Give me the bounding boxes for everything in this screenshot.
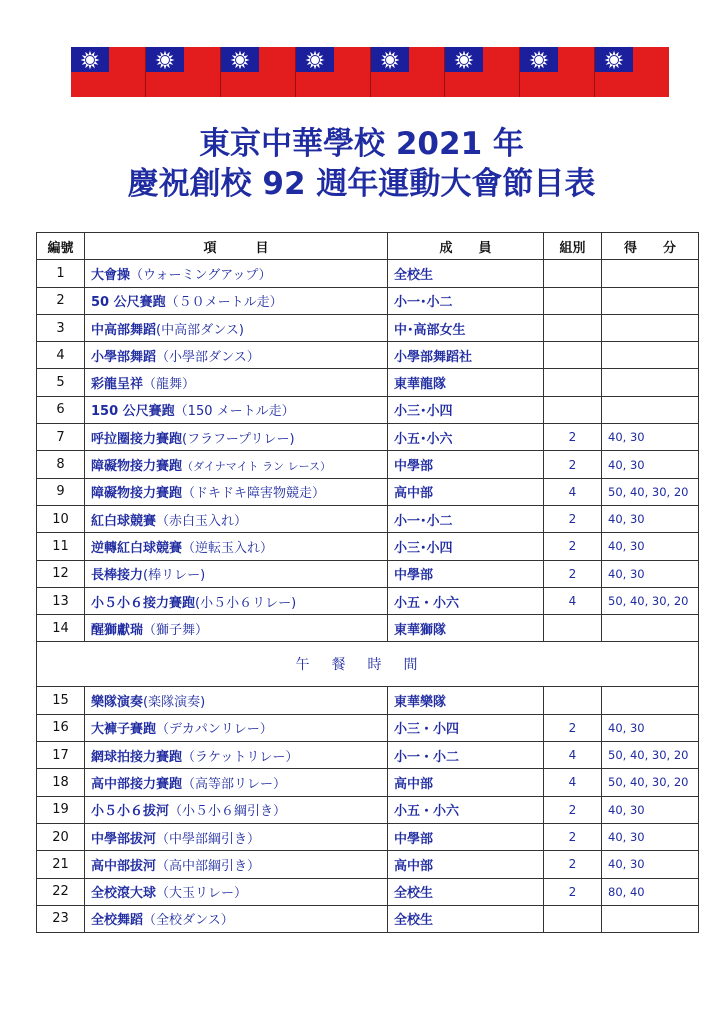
- event-members: 小五･小六: [388, 424, 544, 451]
- event-points: [602, 615, 699, 642]
- event-item: [85, 878, 388, 905]
- event-groups: [544, 905, 602, 932]
- table-row: [37, 851, 699, 878]
- event-groups: 2: [544, 505, 602, 532]
- flag-icon: [71, 47, 146, 97]
- event-name: 150 公尺賽跑: [91, 404, 175, 420]
- event-item: [85, 533, 388, 560]
- event-item: [85, 342, 388, 369]
- row-number: 5: [37, 369, 85, 396]
- event-points: [602, 260, 699, 287]
- event-name-japanese: （小５小６綱引き）: [169, 804, 287, 820]
- event-item: [85, 769, 388, 796]
- event-members: 小一･小二: [388, 287, 544, 314]
- event-members: 中學部: [388, 451, 544, 478]
- table-header-row: [37, 233, 699, 260]
- event-groups: [544, 260, 602, 287]
- table-row: [37, 905, 699, 932]
- header-points: 得 分: [602, 233, 699, 260]
- event-item: [85, 796, 388, 823]
- flag-icon: [296, 47, 371, 97]
- event-groups: [544, 342, 602, 369]
- event-members: 中學部: [388, 823, 544, 850]
- lunch-break-row: [37, 642, 699, 687]
- event-points: 40, 30: [602, 796, 699, 823]
- page-title-line2: 慶祝創校 92 週年運動大會節目表: [127, 166, 596, 202]
- row-number: 14: [37, 615, 85, 642]
- event-points: 50, 40, 30, 20: [602, 769, 699, 796]
- event-name-japanese: （ダイナマイト ラン レース）: [182, 460, 332, 474]
- event-groups: 4: [544, 478, 602, 505]
- event-item: [85, 478, 388, 505]
- flag-canton: [146, 47, 184, 72]
- program-table: [36, 232, 699, 933]
- event-name-japanese: （ラケットリレー）: [182, 749, 299, 765]
- table-row: [37, 714, 699, 741]
- event-points: 50, 40, 30, 20: [602, 587, 699, 614]
- header-item: 項 目: [85, 233, 388, 260]
- event-points: [602, 687, 699, 714]
- event-item: [85, 505, 388, 532]
- event-members: 小一・小二: [388, 742, 544, 769]
- event-item: [85, 687, 388, 714]
- event-members: 小三･小四: [388, 396, 544, 423]
- event-points: [602, 905, 699, 932]
- event-members: 全校生: [388, 905, 544, 932]
- row-number: 21: [37, 851, 85, 878]
- event-members: 高中部: [388, 851, 544, 878]
- event-points: 40, 30: [602, 823, 699, 850]
- event-points: 40, 30: [602, 451, 699, 478]
- header-no: 編號: [37, 233, 85, 260]
- event-groups: [544, 396, 602, 423]
- table-row: [37, 287, 699, 314]
- row-number: 18: [37, 769, 85, 796]
- sun-icon: [80, 50, 100, 70]
- event-name: 小５小６拔河: [91, 804, 170, 820]
- sun-icon: [529, 50, 549, 70]
- row-number: 11: [37, 533, 85, 560]
- event-members: 小五・小六: [388, 587, 544, 614]
- event-members: 東華獅隊: [388, 615, 544, 642]
- event-groups: 2: [544, 823, 602, 850]
- row-number: 19: [37, 796, 85, 823]
- event-name: 紅白球競賽: [91, 513, 157, 529]
- event-name: 小５小６接力賽跑: [91, 595, 196, 611]
- event-groups: 2: [544, 533, 602, 560]
- table-row: [37, 396, 699, 423]
- table-row: [37, 424, 699, 451]
- sun-icon: [380, 50, 400, 70]
- event-item: [85, 851, 388, 878]
- event-points: [602, 396, 699, 423]
- event-name-japanese: (棒リレー): [143, 568, 206, 584]
- sun-icon: [454, 50, 474, 70]
- row-number: 10: [37, 505, 85, 532]
- event-item: [85, 823, 388, 850]
- row-number: 8: [37, 451, 85, 478]
- event-name-japanese: （小學部ダンス）: [156, 349, 260, 365]
- flag-canton: [221, 47, 259, 72]
- event-name: 逆轉紅白球競賽: [91, 540, 183, 556]
- table-row: [37, 369, 699, 396]
- row-number: 17: [37, 742, 85, 769]
- event-item: [85, 396, 388, 423]
- event-groups: [544, 314, 602, 341]
- event-name-japanese: （龍舞）: [143, 377, 196, 393]
- flag-canton: [71, 47, 109, 72]
- event-item: [85, 714, 388, 741]
- event-points: 40, 30: [602, 505, 699, 532]
- event-item: [85, 424, 388, 451]
- event-points: 80, 40: [602, 878, 699, 905]
- page-title-line1: 東京中華學校 2021 年: [199, 126, 524, 162]
- event-name-japanese: (中高部ダンス): [156, 322, 244, 338]
- event-name-japanese: (楽隊演奏): [143, 695, 206, 711]
- event-members: 高中部: [388, 769, 544, 796]
- event-points: [602, 369, 699, 396]
- event-name-japanese: （中學部綱引き）: [156, 831, 261, 847]
- event-name: 全校滾大球: [91, 886, 157, 902]
- event-points: 50, 40, 30, 20: [602, 742, 699, 769]
- row-number: 3: [37, 314, 85, 341]
- table-row: [37, 687, 699, 714]
- event-groups: [544, 615, 602, 642]
- flag-icon: [221, 47, 296, 97]
- event-name-japanese: （ドキドキ障害物競走）: [182, 486, 326, 502]
- row-number: 15: [37, 687, 85, 714]
- event-name-japanese: （150 メートル走）: [174, 404, 295, 420]
- event-points: [602, 287, 699, 314]
- event-name-japanese: （デカパンリレー）: [156, 722, 273, 738]
- row-number: 1: [37, 260, 85, 287]
- event-name: 彩龍呈祥: [91, 377, 144, 393]
- event-groups: 2: [544, 424, 602, 451]
- row-number: 23: [37, 905, 85, 932]
- row-number: 13: [37, 587, 85, 614]
- sun-icon: [604, 50, 624, 70]
- event-name: 大會操: [91, 267, 131, 283]
- row-number: 2: [37, 287, 85, 314]
- event-name-japanese: （獅子舞）: [143, 622, 209, 638]
- event-name: 長棒接力: [91, 568, 144, 584]
- table-row: [37, 615, 699, 642]
- event-groups: 4: [544, 769, 602, 796]
- table-row: [37, 878, 699, 905]
- event-members: 小五・小六: [388, 796, 544, 823]
- event-name: 小學部舞蹈: [91, 349, 157, 365]
- event-members: 東華龍隊: [388, 369, 544, 396]
- row-number: 20: [37, 823, 85, 850]
- event-groups: [544, 287, 602, 314]
- row-number: 12: [37, 560, 85, 587]
- sun-icon: [230, 50, 250, 70]
- flag-banner: [71, 47, 669, 97]
- table-row: [37, 533, 699, 560]
- row-number: 9: [37, 478, 85, 505]
- event-points: 40, 30: [602, 560, 699, 587]
- event-name: 呼拉圈接力賽跑: [91, 431, 183, 447]
- event-name: 全校舞蹈: [91, 913, 144, 929]
- event-item: [85, 905, 388, 932]
- event-item: [85, 451, 388, 478]
- table-row: [37, 560, 699, 587]
- event-item: [85, 287, 388, 314]
- table-row: [37, 742, 699, 769]
- event-name: 障礙物接力賽跑: [91, 459, 183, 475]
- flag-icon: [520, 47, 595, 97]
- event-groups: 2: [544, 851, 602, 878]
- event-points: 40, 30: [602, 714, 699, 741]
- event-name: 網球拍接力賽跑: [91, 749, 183, 765]
- event-points: 40, 30: [602, 533, 699, 560]
- event-groups: 4: [544, 587, 602, 614]
- event-members: 小三・小四: [388, 714, 544, 741]
- event-name-japanese: （ウォーミングアップ）: [130, 267, 272, 283]
- event-groups: 2: [544, 878, 602, 905]
- table-row: [37, 260, 699, 287]
- flag-canton: [520, 47, 558, 72]
- event-name-japanese: （全校ダンス）: [143, 913, 234, 929]
- event-item: [85, 369, 388, 396]
- event-name-japanese: （高等部リレー）: [182, 776, 287, 792]
- flag-icon: [445, 47, 520, 97]
- table-row: [37, 769, 699, 796]
- event-name: 中高部舞蹈: [91, 322, 157, 338]
- event-name-japanese: （逆転玉入れ）: [182, 540, 274, 556]
- event-members: 中學部: [388, 560, 544, 587]
- lunch-break-label: 午餐時間: [37, 642, 699, 687]
- event-members: 小三･小四: [388, 533, 544, 560]
- event-points: 40, 30: [602, 424, 699, 451]
- row-number: 6: [37, 396, 85, 423]
- row-number: 7: [37, 424, 85, 451]
- table-row: [37, 451, 699, 478]
- flag-canton: [296, 47, 334, 72]
- header-members: 成 員: [388, 233, 544, 260]
- event-name-japanese: (小５小６リレー): [195, 595, 297, 611]
- row-number: 22: [37, 878, 85, 905]
- table-row: [37, 587, 699, 614]
- table-row: [37, 478, 699, 505]
- event-groups: 4: [544, 742, 602, 769]
- event-points: 40, 30: [602, 851, 699, 878]
- event-members: 全校生: [388, 260, 544, 287]
- event-members: 小一･小二: [388, 505, 544, 532]
- event-name-japanese: （大玉リレー）: [156, 886, 248, 902]
- header-groups: 組別: [544, 233, 602, 260]
- event-name-japanese: (フラフープリレー): [182, 431, 295, 447]
- event-item: [85, 560, 388, 587]
- event-groups: 2: [544, 451, 602, 478]
- sun-icon: [155, 50, 175, 70]
- event-name: 障礙物接力賽跑: [91, 486, 183, 502]
- row-number: 4: [37, 342, 85, 369]
- event-name: 樂隊演奏: [91, 695, 144, 711]
- sun-icon: [305, 50, 325, 70]
- event-item: [85, 615, 388, 642]
- table-row: [37, 505, 699, 532]
- table-row: [37, 823, 699, 850]
- table-row: [37, 342, 699, 369]
- event-groups: 2: [544, 714, 602, 741]
- event-item: [85, 587, 388, 614]
- flag-canton: [371, 47, 409, 72]
- event-groups: 2: [544, 796, 602, 823]
- event-name-japanese: （赤白玉入れ）: [156, 513, 248, 529]
- event-name: 醒獅獻瑞: [91, 622, 144, 638]
- row-number: 16: [37, 714, 85, 741]
- event-item: [85, 314, 388, 341]
- event-members: 東華樂隊: [388, 687, 544, 714]
- event-name: 大褲子賽跑: [91, 722, 157, 738]
- event-members: 高中部: [388, 478, 544, 505]
- event-groups: [544, 369, 602, 396]
- event-points: [602, 314, 699, 341]
- flag-icon: [146, 47, 221, 97]
- event-points: 50, 40, 30, 20: [602, 478, 699, 505]
- event-members: 全校生: [388, 878, 544, 905]
- table-row: [37, 314, 699, 341]
- event-groups: [544, 687, 602, 714]
- flag-canton: [595, 47, 633, 72]
- flag-canton: [445, 47, 483, 72]
- event-name-japanese: （高中部綱引き）: [156, 858, 261, 874]
- event-members: 中･高部女生: [388, 314, 544, 341]
- event-name: 高中部拔河: [91, 858, 157, 874]
- event-item: [85, 260, 388, 287]
- flag-icon: [371, 47, 446, 97]
- event-name-japanese: （５０メートル走）: [165, 295, 283, 311]
- event-item: [85, 742, 388, 769]
- event-members: 小學部舞蹈社: [388, 342, 544, 369]
- event-name: 50 公尺賽跑: [91, 295, 166, 311]
- event-name: 中學部拔河: [91, 831, 157, 847]
- event-groups: 2: [544, 560, 602, 587]
- event-name: 高中部接力賽跑: [91, 776, 183, 792]
- flag-icon: [595, 47, 669, 97]
- event-points: [602, 342, 699, 369]
- table-row: [37, 796, 699, 823]
